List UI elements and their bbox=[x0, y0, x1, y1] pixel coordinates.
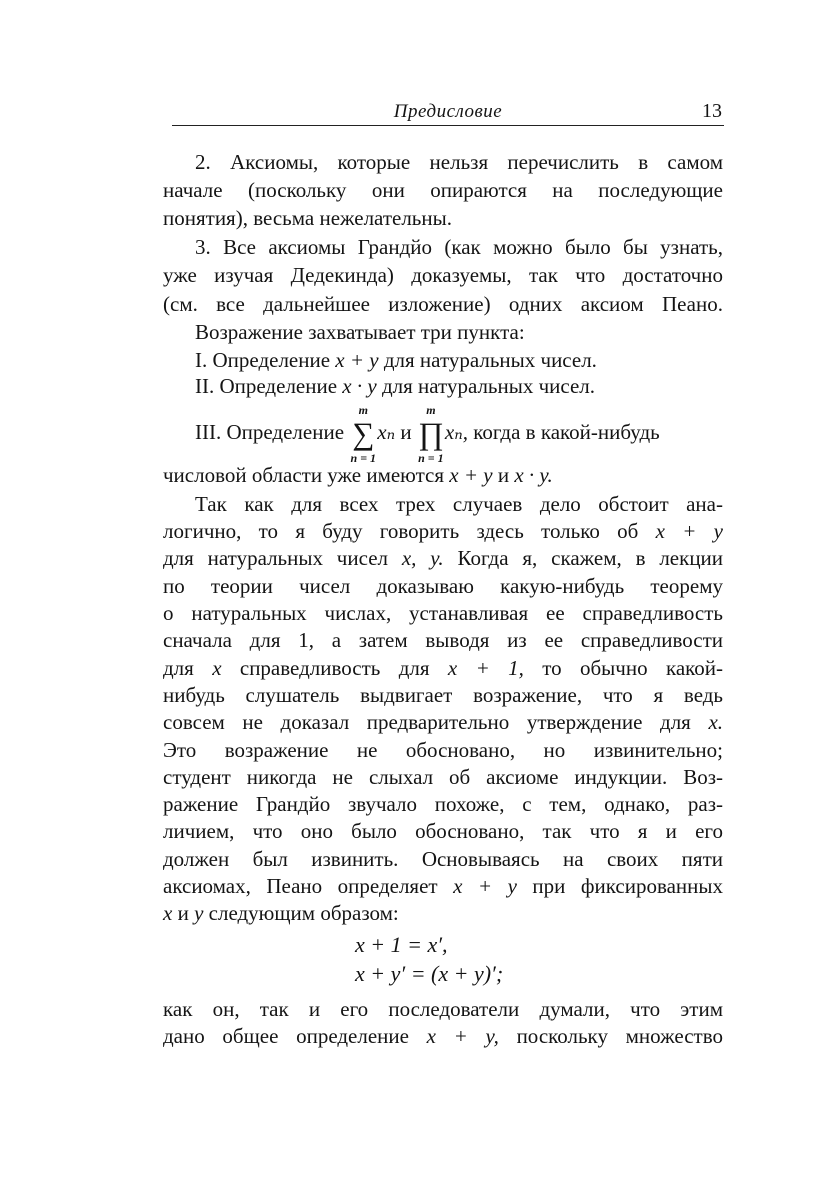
math-expression: x + 1, bbox=[447, 656, 524, 680]
text-line bbox=[163, 653, 723, 683]
header-title: Предисловие bbox=[393, 101, 503, 122]
math-expression: x bbox=[212, 656, 222, 680]
product-operator bbox=[418, 404, 444, 464]
sum-upper-limit: m bbox=[358, 403, 368, 418]
product-upper-limit: m bbox=[426, 403, 436, 418]
product-term: xₙ, bbox=[444, 420, 468, 444]
product-lower-limit: n = 1 bbox=[418, 451, 444, 466]
text-span: III. Определение bbox=[195, 420, 345, 444]
text-line: должен был извинить. Основываясь на своих пяти bbox=[163, 847, 723, 871]
text-line-with-operators bbox=[195, 400, 755, 464]
math-expression: x · y. bbox=[514, 463, 553, 487]
text-line bbox=[195, 371, 755, 401]
text-span: Когда я, скажем, в лекции bbox=[457, 546, 724, 570]
text-span: аксиомах, Пеано определяет bbox=[163, 874, 438, 898]
text-span: для натуральных чисел. bbox=[381, 374, 596, 398]
text-span: когда в какой-нибудь bbox=[473, 420, 660, 444]
text-line: начале (поскольку они опираются на последующие bbox=[163, 178, 723, 202]
text-line: как он, так и его последователи думали, что этим bbox=[163, 997, 723, 1021]
math-expression: x + y, bbox=[426, 1024, 499, 1048]
text-line: 2. Аксиомы, которые нельзя перечислить в самом bbox=[195, 150, 723, 174]
text-span: и bbox=[177, 901, 189, 925]
text-line bbox=[163, 707, 723, 737]
text-span: I. Определение bbox=[195, 348, 331, 372]
text-line bbox=[163, 898, 723, 928]
text-span: следующим образом: bbox=[208, 901, 399, 925]
text-line: Это возражение не обосновано, но извинительно; bbox=[163, 738, 723, 762]
text-line: уже изучая Дедекинда) доказуемы, так что достаточно bbox=[163, 263, 723, 287]
product-symbol: ∏ bbox=[418, 416, 444, 452]
formula-line: x + y′ = (x + y)′; bbox=[355, 961, 504, 986]
sum-symbol: ∑ bbox=[352, 416, 375, 452]
text-line: 3. Все аксиомы Грандйо (как можно было бы узнать, bbox=[195, 235, 723, 259]
math-expression: x + y bbox=[449, 463, 493, 487]
text-line: (см. все дальнейшее изложение) одних аксиом Пеано. bbox=[163, 292, 723, 316]
text-span: и bbox=[400, 420, 412, 444]
math-expression: x + y bbox=[335, 348, 379, 372]
text-span: числовой области уже имеются bbox=[163, 463, 445, 487]
text-line: студент никогда не слыхал об аксиоме индукции. Воз- bbox=[163, 765, 723, 789]
text-span: совсем не доказал предварительно утверждение для bbox=[163, 710, 691, 734]
running-header bbox=[172, 97, 724, 127]
text-span: для натуральных чисел bbox=[163, 546, 388, 570]
text-line: личием, что оно было обосновано, так что я и его bbox=[163, 819, 723, 843]
text-line bbox=[163, 871, 723, 901]
math-expression: x + y bbox=[453, 874, 517, 898]
formula-line: x + 1 = x′, bbox=[355, 932, 448, 957]
text-line bbox=[163, 543, 723, 573]
sum-operator bbox=[350, 404, 376, 464]
text-span: при фиксированных bbox=[532, 874, 724, 898]
text-span: дано общее определение bbox=[163, 1024, 409, 1048]
text-line: по теории чисел доказываю какую-нибудь теорему bbox=[163, 574, 723, 598]
math-expression: x, y. bbox=[401, 546, 444, 570]
text-line: понятия), весьма нежелательны. bbox=[163, 206, 452, 230]
math-expression: x. bbox=[708, 710, 724, 734]
text-line: сначала для 1, а затем выводя из ее справедливости bbox=[163, 628, 723, 652]
text-span: логично, то я буду говорить здесь только об bbox=[163, 519, 639, 543]
text-line bbox=[163, 460, 723, 490]
math-expression: x bbox=[163, 901, 173, 925]
page-number: 13 bbox=[702, 100, 722, 122]
header-rule bbox=[172, 125, 724, 126]
text-line bbox=[163, 1021, 723, 1051]
text-span: и bbox=[497, 463, 510, 487]
text-line: о натуральных числах, устанавливая ее справедливость bbox=[163, 601, 723, 625]
text-span: то обычно какой- bbox=[542, 656, 724, 680]
text-line: Возражение захватывает три пункта: bbox=[195, 320, 525, 344]
text-line: ражение Грандйо звучало похоже, с тем, однако, раз- bbox=[163, 792, 723, 816]
text-span: для bbox=[163, 656, 194, 680]
sum-lower-limit: n = 1 bbox=[350, 451, 377, 466]
math-expression: x · y bbox=[342, 374, 377, 398]
sum-term: xₙ bbox=[377, 420, 396, 444]
text-span: II. Определение bbox=[195, 374, 338, 398]
math-expression: x + y bbox=[655, 519, 723, 543]
text-line bbox=[163, 516, 723, 546]
math-expression: y bbox=[194, 901, 204, 925]
text-line: нибудь слушатель выдвигает возражение, что я ведь bbox=[163, 683, 723, 707]
text-span: поскольку множество bbox=[516, 1024, 723, 1048]
text-line: Так как для всех трех случаев дело обстоит ана- bbox=[195, 492, 723, 516]
text-span: для натуральных чисел. bbox=[383, 348, 597, 372]
text-span: справедливость для bbox=[239, 656, 430, 680]
